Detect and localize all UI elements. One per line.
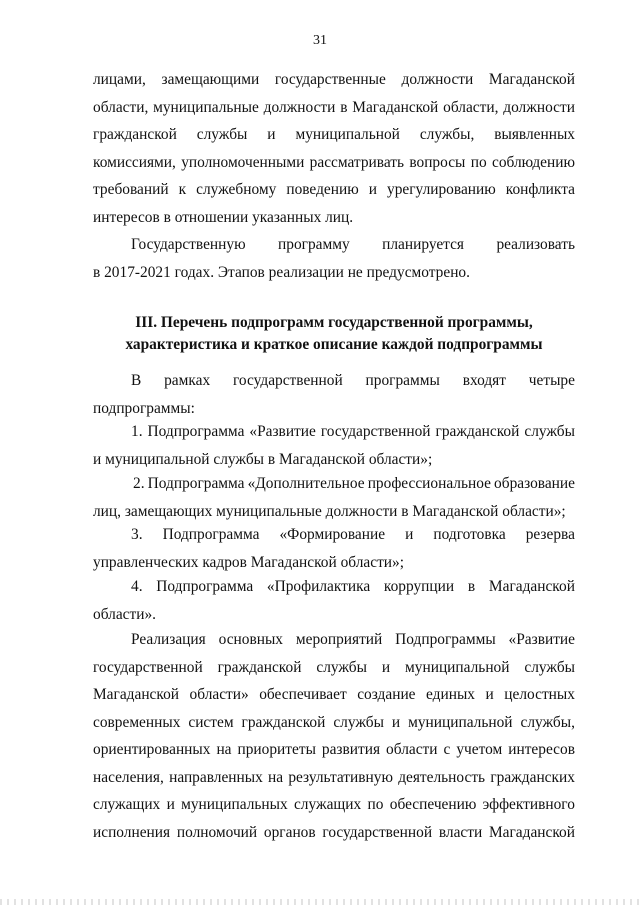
text-line: государственной гражданской службы и муниципальной службы [93, 658, 575, 676]
text-line: Государственную программу планируется реализовать [131, 236, 575, 253]
text-line-last: подпрограммы: [93, 399, 195, 417]
text-line: лицами, замещающими государственные должности Магаданской [93, 71, 575, 88]
list-item [93, 418, 575, 473]
text-line: требований к служебному поведению и урегулированию конфликта [93, 181, 575, 198]
heading-line: характеристика и краткое описание каждой подпрограммы [125, 336, 543, 353]
text-line: комиссиями, уполномоченными рассматривать вопросы по соблюдению [93, 153, 575, 171]
text-line: служащих и муниципальных служащих по обеспечению эффективного [93, 796, 575, 813]
paragraph-continuation [93, 66, 575, 231]
list-item [93, 573, 575, 628]
text-line: В рамках государственной программы входят четыре [131, 372, 575, 389]
paragraph-subprograms-intro [93, 367, 575, 422]
text-line: 3. Подпрограмма «Формирование и подготовка резерва [131, 526, 575, 543]
list-item [93, 521, 575, 576]
text-line: Реализация основных мероприятий Подпрограммы «Развитие [131, 631, 575, 648]
text-line: исполнения полномочий органов государственной власти Магаданской [93, 823, 575, 841]
text-line: Магаданской области» обеспечивает создание единых и целостных [93, 686, 575, 703]
heading-line: III. Перечень подпрограмм государственной программы, [135, 314, 533, 331]
page-number: 31 [313, 33, 327, 48]
text-line-last: управленческих кадров Магаданской области»; [93, 553, 405, 571]
text-line: 1. Подпрограмма «Развитие государственной гражданской службы [131, 423, 575, 440]
text-line: современных систем гражданской службы и муниципальной службы, [93, 713, 575, 731]
text-line: 2. Подпрограмма «Дополнительное профессиональное образование [133, 475, 575, 492]
text-line-last: в 2017-2021 годах. Этапов реализации не предусмотрено. [93, 263, 470, 281]
text-line-last: и муниципальной службы в Магаданской области»; [93, 450, 433, 468]
list-item [93, 470, 575, 525]
text-line-last: области». [93, 605, 156, 623]
text-line-last: интересов в отношении указанных лиц. [93, 208, 354, 226]
section-heading [93, 312, 575, 356]
paragraph-implementation-period [93, 231, 575, 286]
scan-edge-artifact [0, 899, 640, 905]
paragraph-implementation [93, 626, 575, 846]
text-line: области, муниципальные должности в Магаданской области, должности [93, 98, 575, 116]
text-line: населения, направленных на результативную деятельность гражданских [93, 768, 575, 786]
text-line: 4. Подпрограмма «Профилактика коррупции в Магаданской [131, 578, 575, 595]
text-line-last: лиц, замещающих муниципальные должности в Магаданской области»; [93, 502, 566, 520]
text-line: ориентированных на приоритеты развития области с учетом интересов [93, 741, 575, 758]
text-line: гражданской службы и муниципальной службы, выявленных [93, 126, 575, 143]
